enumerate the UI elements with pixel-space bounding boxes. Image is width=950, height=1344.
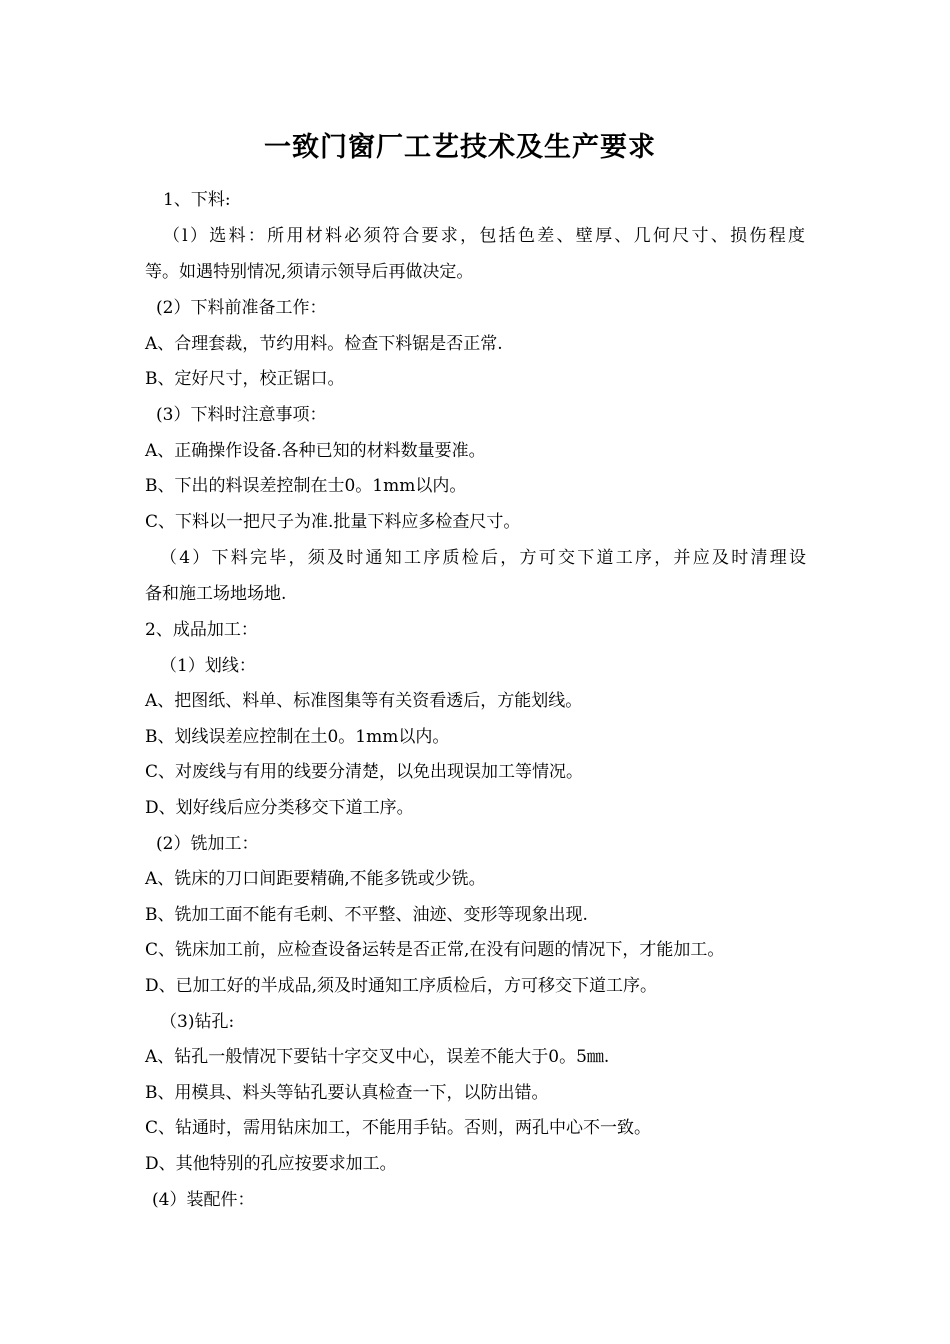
subsection-heading: (2）下料前准备工作：	[156, 298, 327, 318]
list-item: B、用模具、料头等钻孔要认真检查一下，以防出错。	[145, 1083, 549, 1103]
subsection-heading: (2）铣加工：	[156, 834, 259, 854]
list-item: C、对废线与有用的线要分清楚，以免出现误加工等情况。	[145, 762, 584, 782]
subsection-heading: （3)钻孔:	[160, 1012, 235, 1032]
document-title: 一致门窗厂工艺技术及生产要求	[264, 132, 656, 163]
list-item: B、下出的料误差控制在士0。1mm以内。	[145, 476, 467, 496]
list-item: C、下料以一把尺子为准.批量下料应多检查尺寸。	[145, 512, 521, 532]
subsection-heading: (4）装配件：	[152, 1190, 255, 1210]
list-item: B、划线误差应控制在土0。1mm以内。	[145, 727, 450, 747]
list-item: D、已加工好的半成品,须及时通知工序质检后，方可移交下道工序。	[145, 976, 658, 996]
paragraph-line: （4）下料完毕，须及时通知工序质检后，方可交下道工序，并应及时清理设	[160, 548, 806, 568]
list-item: B、定好尺寸，校正锯口。	[145, 369, 345, 389]
list-item: A、钻孔一般情况下要钻十字交叉中心，误差不能大于0。5㎜.	[145, 1047, 610, 1067]
list-item: C、铣床加工前，应检查设备运转是否正常,在没有问题的情况下，才能加工。	[145, 940, 725, 960]
list-item: B、铣加工面不能有毛刺、不平整、油迹、变形等现象出现.	[145, 905, 588, 925]
subsection-heading: （1）划线：	[160, 656, 256, 676]
list-item: A、把图纸、料单、标准图集等有关资看透后，方能划线。	[145, 691, 583, 711]
section-heading: 1、下料:	[163, 190, 231, 210]
paragraph-line: 等。如遇特别情况,须请示领导后再做决定。	[145, 262, 474, 282]
list-item: D、其他特别的孔应按要求加工。	[145, 1154, 397, 1174]
paragraph-line: （l）选料：所用材料必须符合要求，包括色差、壁厚、几何尺寸、损伤程度	[163, 226, 805, 246]
list-item: A、合理套裁，节约用料。检查下料锯是否正常.	[145, 334, 503, 354]
paragraph-line: 备和施工场地场地.	[145, 584, 287, 604]
list-item: C、钻通时，需用钻床加工，不能用手钻。否则，两孔中心不一致。	[145, 1118, 652, 1138]
list-item: D、划好线后应分类移交下道工序。	[145, 798, 414, 818]
subsection-heading: (3）下料时注意事项：	[156, 405, 327, 425]
list-item: A、铣床的刀口间距要精确,不能多铣或少铣。	[145, 869, 486, 889]
list-item: A、正确操作设备.各种已知的材料数量要准。	[145, 441, 486, 461]
section-heading: 2、成品加工：	[145, 620, 258, 640]
